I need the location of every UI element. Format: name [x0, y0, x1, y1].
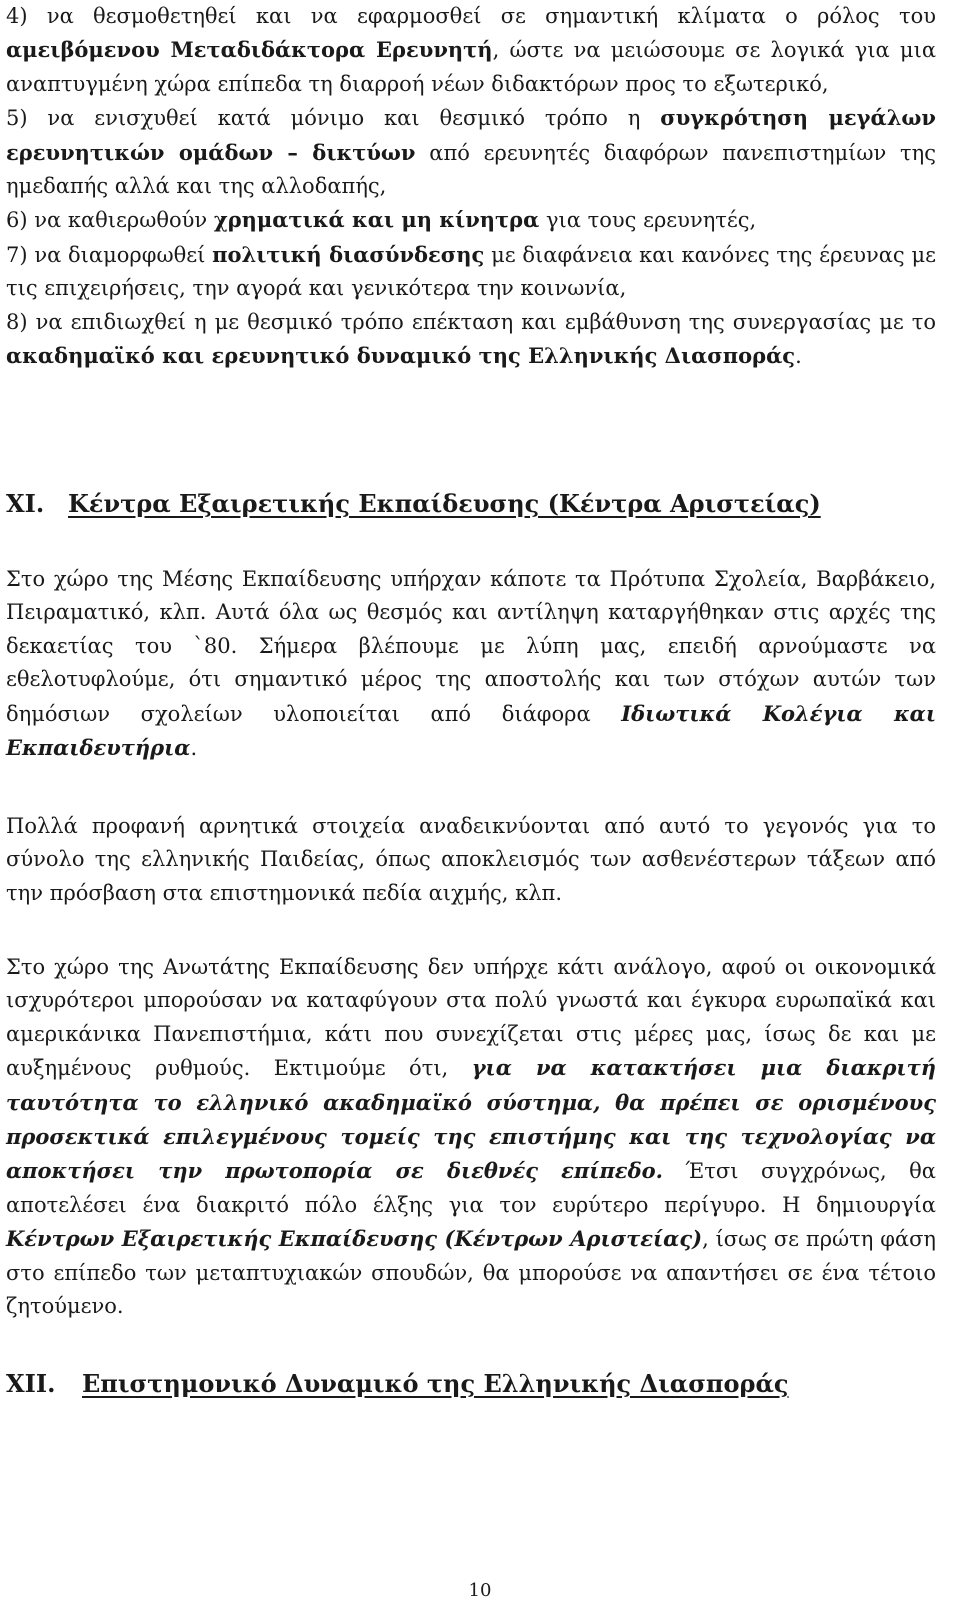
text: Στο χώρο της Μέσης Εκπαίδευσης υπήρχαν κάποτε τα Πρότυπα Σχολεία, Βαρβάκειο, Πειραματικό, κλπ. Αυτά όλα ως θεσμός και αντίληψη καταργήθηκαν στις αρχές της δεκαετίας του `80. Σήμερα βλέπουμε με λύπη μας, επειδή αρνούμαστε να εθελοτυφλούμε, ότι σημαντικό μέρος της αποστολής και των στόχων αυτών των δημόσιων σχολείων υλοποιείται από διάφορα [6, 567, 936, 726]
bold-text: πολιτική διασύνδεσης [212, 241, 485, 267]
bold-italic-text: Ιδιωτικά Κολέγια και Εκπαιδευτήρια [6, 700, 937, 761]
bold-text: συγκρότηση μεγάλων ερευνητικών ομάδων – δικτύων [6, 105, 936, 165]
text: , ώστε να μειώσουμε σε λογικά για μια αναπτυγμένη χώρα επίπεδα τη διαρροή νέων διδακτόρων προς το εξωτερικό, [6, 38, 936, 96]
list-item-6 [6, 203, 936, 237]
bold-italic-text: για να κατακτήσει μια διακριτή ταυτότητα το ελληνικό ακαδημαϊκό σύστημα, θα πρέπει σε ορισμένους προσεκτικά επιλεγμένους τομείς της επιστήμης και της τεχνολογίας να αποκτήσει την πρωτοπορία σε διεθνές επίπεδο. [6, 1055, 936, 1184]
section-heading-xii [6, 1367, 789, 1401]
bold-text: χρηματικά και μη κίνητρα [213, 207, 540, 233]
text: με διαφάνεια και κανόνες της έρευνας με τις επιχειρήσεις, την αγορά και γενικότερα την κοινωνία, [6, 242, 936, 301]
list-item-8 [6, 306, 936, 374]
text: . [795, 344, 802, 369]
text: Στο χώρο της Ανωτάτης Εκπαίδευσης δεν υπήρχε κάτι ανάλογο, αφού οι οικονομικά ισχυρότεροι μπορούσαν να καταφύγουν στα πολύ γνωστά και έγκυρα ευρωπαϊκά και αμερικάνικα Πανεπιστήμια, κάτι που συνεχίζεται στις μέρες μας, ίσως δε και με αυξημένους ρυθμούς. Εκτιμούμε ότι, [6, 955, 936, 1081]
text: 6) να καθιερωθούν [6, 208, 214, 233]
list-item-5 [6, 101, 936, 203]
section-title: Κέντρα Εξαιρετικής Εκπαίδευσης (Κέντρα Αριστείας) [68, 489, 821, 518]
text: 8) να επιδιωχθεί η με θεσμικό τρόπο επέκταση και εμβάθυνση της συνεργασίας με το [6, 309, 936, 334]
text: 7) να διαμορφωθεί [6, 242, 213, 267]
bold-text: αμειβόμενου Μεταδιδάκτορα Ερευνητή [6, 37, 493, 63]
text: 4) να θεσμοθετηθεί και να εφαρμοσθεί σε σημαντική κλίματα ο ρόλος του [6, 4, 936, 28]
paragraph-1 [6, 563, 936, 765]
text: . [190, 736, 198, 761]
section-number: XII. [6, 1369, 56, 1398]
bold-text: ακαδημαϊκό και ερευνητικό δυναμικό της Ελληνικής Διασποράς [6, 343, 796, 369]
paragraph-3 [6, 951, 936, 1323]
text: Έτσι συγχρόνως, θα αποτελέσει ένα διακριτό πόλο έλξης για τον ευρύτερο περίγυρο. Η δημιουργία [6, 1159, 936, 1217]
paragraph-2 [6, 810, 936, 910]
text: 5) να ενισχυθεί κατά μόνιμο και θεσμικό τρόπο η [6, 106, 661, 131]
section-heading-xi [6, 487, 821, 521]
list-continuation [6, 0, 936, 373]
text: , ίσως σε πρώτη φάση στο επίπεδο των μεταπτυχιακών σπουδών, θα μπορούσε να απαντήσει σε ένα τέτοιο ζητούμενο. [6, 1227, 936, 1319]
section-title: Επιστημονικό Δυναμικό της Ελληνικής Διασποράς [82, 1369, 789, 1398]
list-item-7 [6, 238, 936, 306]
text: για τους ερευνητές, [539, 208, 757, 233]
text: Πολλά προφανή αρνητικά στοιχεία αναδεικνύονται από αυτό το γεγονός για το σύνολο της ελληνικής Παιδείας, όπως αποκλεισμός των ασθενέστερων τάξεων από την πρόσβαση στα επιστημονικά πεδία αιχμής, κλπ. [6, 814, 936, 905]
page-number: 10 [468, 1580, 492, 1601]
text: από ερευνητές διαφόρων πανεπιστημίων της ημεδαπής αλλά και της αλλοδαπής, [6, 140, 936, 199]
section-number: XI. [6, 489, 45, 518]
bold-italic-text: Κέντρων Εξαιρετικής Εκπαίδευσης (Κέντρων Αριστείας) [6, 1226, 703, 1252]
list-item-4 [6, 0, 936, 101]
